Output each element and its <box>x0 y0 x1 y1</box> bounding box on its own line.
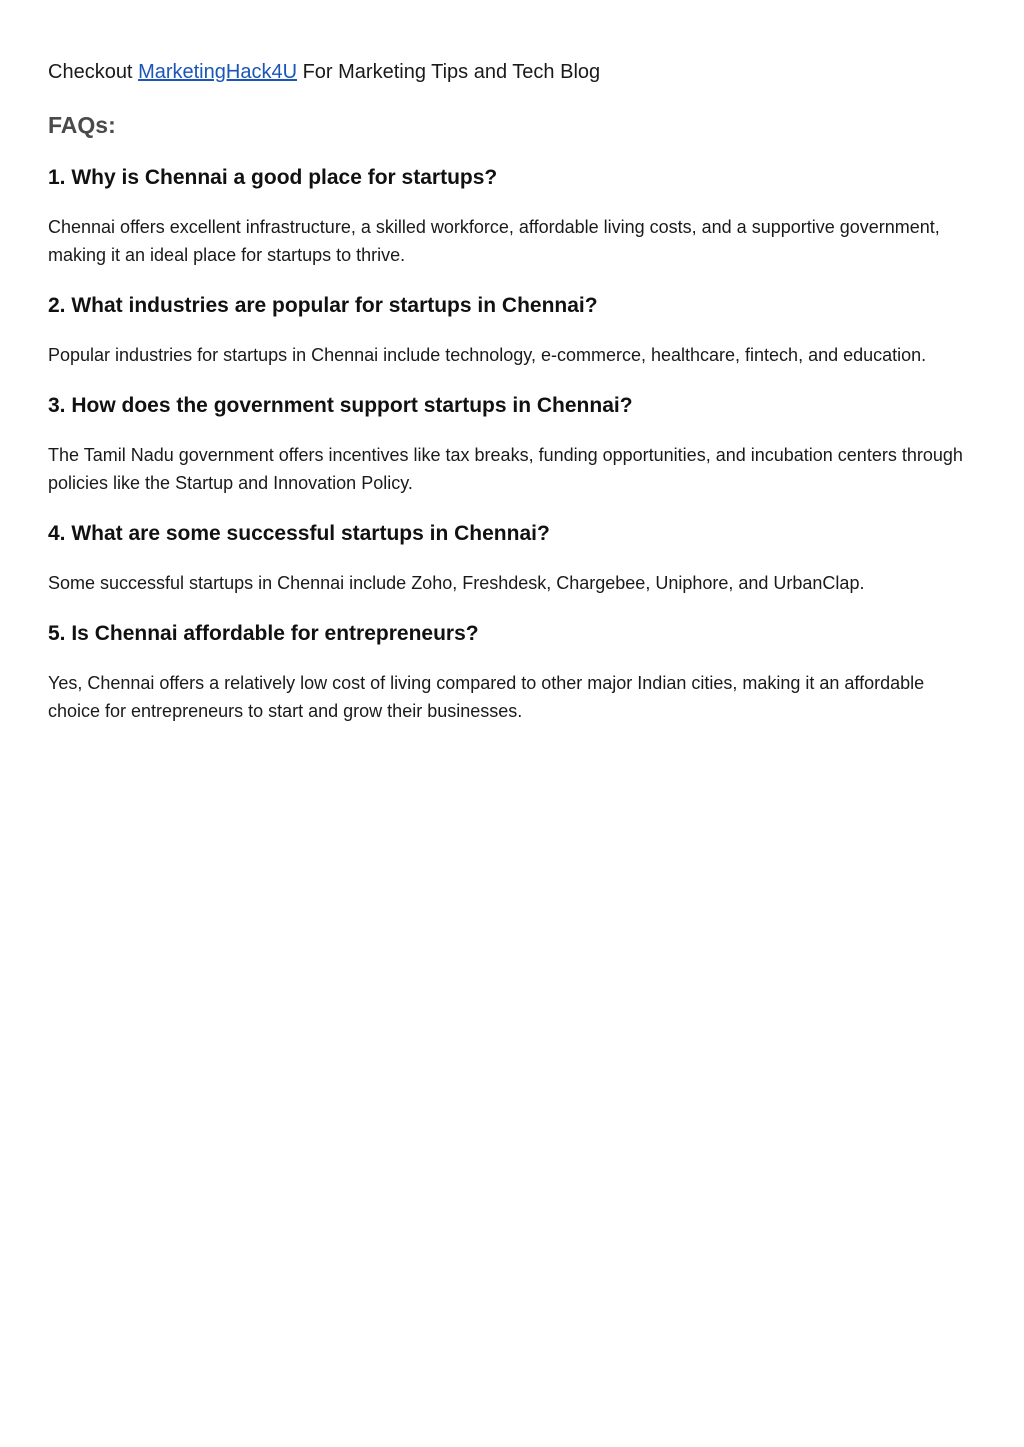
faq-question: 4. What are some successful startups in Chennai? <box>48 522 550 545</box>
faq-item <box>48 291 976 369</box>
faq-item <box>48 619 976 725</box>
faq-question: 1. Why is Chennai a good place for startups? <box>48 166 498 189</box>
faq-answer: Popular industries for startups in Chennai include technology, e-commerce, healthcare, fintech, and education. <box>48 345 927 365</box>
faq-answer: Yes, Chennai offers a relatively low cost of living compared to other major Indian cities, making it an affordable choice for entrepreneurs to start and grow their businesses. <box>48 673 925 721</box>
faq-answer: Chennai offers excellent infrastructure, a skilled workforce, affordable living costs, and a supportive government, making it an ideal place for startups to thrive. <box>48 217 940 265</box>
faq-answer: The Tamil Nadu government offers incentives like tax breaks, funding opportunities, and incubation centers through policies like the Startup and Innovation Policy. <box>48 445 963 493</box>
marketinghack4u-link[interactable]: MarketingHack4U <box>138 61 298 83</box>
faq-item <box>48 519 976 597</box>
faq-question: 2. What industries are popular for startups in Chennai? <box>48 294 598 317</box>
faq-question: 5. Is Chennai affordable for entrepreneurs? <box>48 622 479 645</box>
checkout-line <box>48 58 976 86</box>
faqs-heading: FAQs: <box>48 112 116 138</box>
faq-item <box>48 163 976 269</box>
faq-item <box>48 391 976 497</box>
checkout-prefix: Checkout <box>48 61 139 83</box>
faq-answer: Some successful startups in Chennai include Zoho, Freshdesk, Chargebee, Uniphore, and UrbanClap. <box>48 573 865 593</box>
faq-question: 3. How does the government support startups in Chennai? <box>48 394 633 417</box>
checkout-suffix: For Marketing Tips and Tech Blog <box>297 61 601 83</box>
